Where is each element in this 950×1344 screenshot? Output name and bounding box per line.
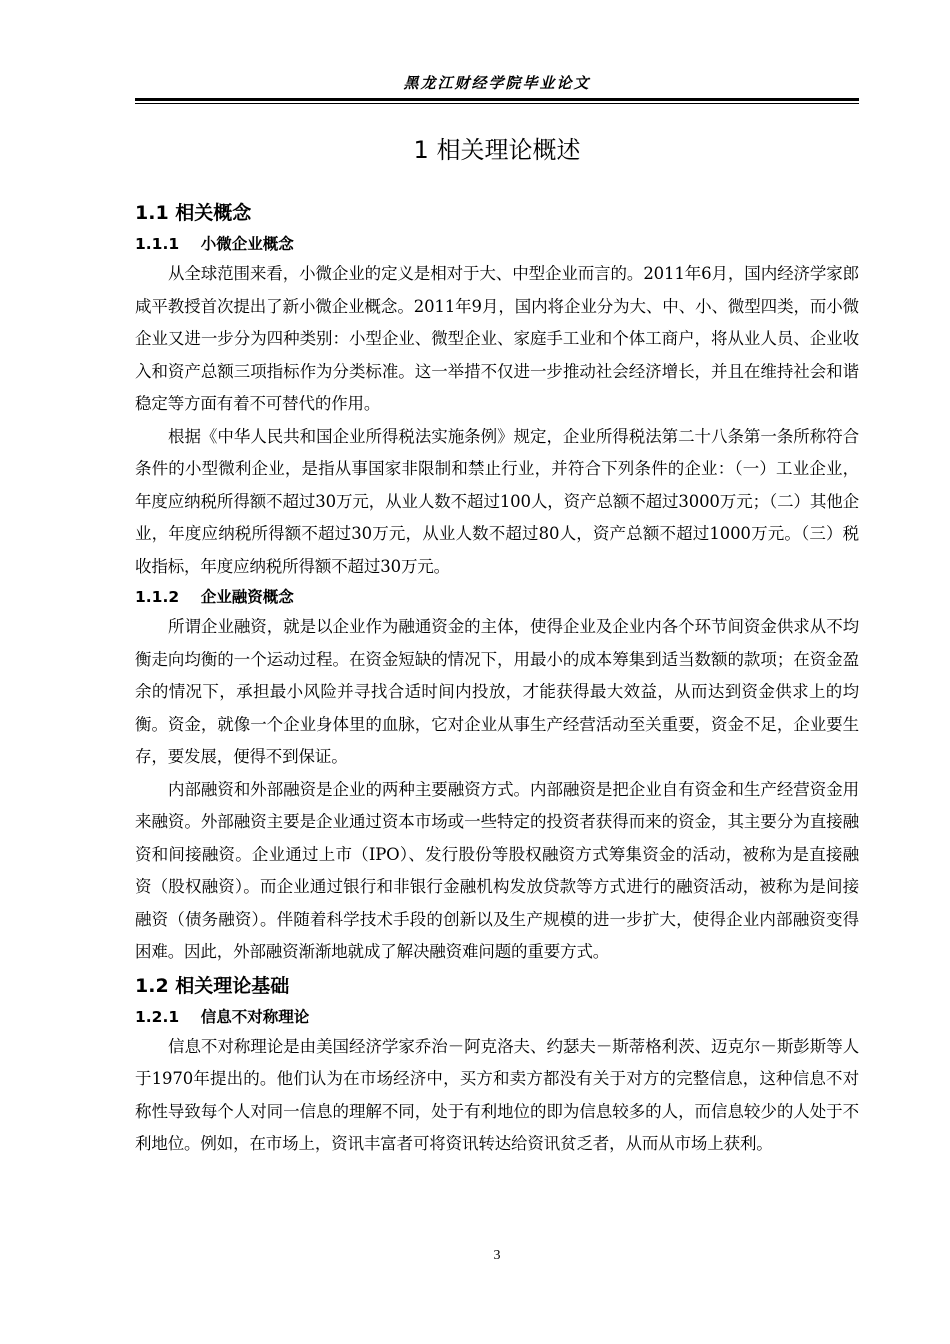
subsection-heading-1-1-1: 1.1.1 小微企业概念 xyxy=(135,235,294,253)
header-rule-thick xyxy=(135,98,859,101)
paragraph: 根据《中华人民共和国企业所得税法实施条例》规定，企业所得税法第二十八条第一条所称符合条件的小型微利企业，是指从事国家非限制和禁止行业，并符合下列条件的企业：（一）工业企业，年度应纳税所得额不超过30万元，从业人数不超过100人，资产总额不超过3000万元；（二）其他企业，年度应纳税所得额不超过30万元，从业人数不超过80人，资产总额不超过1000万元。（三）税收指标，年度应纳税所得额不超过30万元。 xyxy=(135,426,859,576)
paragraph: 所谓企业融资，就是以企业作为融通资金的主体，使得企业及企业内各个环节间资金供求从不均衡走向均衡的一个运动过程。在资金短缺的情况下，用最小的成本筹集到适当数额的款项；在资金盈余的情况下，承担最小风险并寻找合适时间内投放，才能获得最大效益，从而达到资金供求上的均衡。资金，就像一个企业身体里的血脉，它对企业从事生产经营活动至关重要，资金不足，企业要生存，要发展，便得不到保证。 xyxy=(135,617,859,766)
paragraph: 信息不对称理论是由美国经济学家乔治－阿克洛夫、约瑟夫－斯蒂格利茨、迈克尔－斯彭斯等人于1970年提出的。他们认为在市场经济中，买方和卖方都没有关于对方的完整信息，这种信息不对称性导致每个人对同一信息的理解不同，处于有利地位的即为信息较多的人，而信息较少的人处于不利地位。例如，在市场上，资讯丰富者可将资讯转达给资讯贫乏者，从而从市场上获利。 xyxy=(135,1036,859,1153)
header-rule-thin xyxy=(135,103,859,104)
paragraph: 内部融资和外部融资是企业的两种主要融资方式。内部融资是把企业自有资金和生产经营资金用来融资。外部融资主要是企业通过资本市场或一些特定的投资者获得而来的资金，其主要分为直接融资和间接融资。企业通过上市（IPO）、发行股份等股权融资方式筹集资金的活动，被称为是直接融资（股权融资）。而企业通过银行和非银行金融机构发放贷款等方式进行的融资活动，被称为是间接融资（债务融资）。伴随着科学技术手段的创新以及生产规模的进一步扩大，使得企业内部融资变得困难。因此，外部融资渐渐地就成了解决融资难问题的重要方式。 xyxy=(135,779,859,961)
section-heading-1-1: 1.1 相关概念 xyxy=(135,202,252,224)
page-number: 3 xyxy=(493,1248,501,1263)
subsection-heading-1-2-1: 1.2.1 信息不对称理论 xyxy=(135,1007,310,1026)
page-header: 黑龙江财经学院毕业论文 xyxy=(403,74,591,92)
paragraph: 从全球范围来看，小微企业的定义是相对于大、中型企业而言的。2011年6月，国内经济学家郎咸平教授首次提出了新小微企业概念。2011年9月，国内将企业分为大、中、小、微型四类，而小微企业又进一步分为四种类别：小型企业、微型企业、家庭手工业和个体工商户，将从业人员、企业收入和资产总额三项指标作为分类标准。这一举措不仅进一步推动社会经济增长，并且在维持社会和谐稳定等方面有着不可替代的作用。 xyxy=(135,264,859,413)
chapter-title: 1 相关理论概述 xyxy=(413,136,581,164)
subsection-heading-1-1-2: 1.1.2 企业融资概念 xyxy=(135,588,294,606)
page-body xyxy=(135,128,859,1161)
section-heading-1-2: 1.2 相关理论基础 xyxy=(135,974,290,997)
